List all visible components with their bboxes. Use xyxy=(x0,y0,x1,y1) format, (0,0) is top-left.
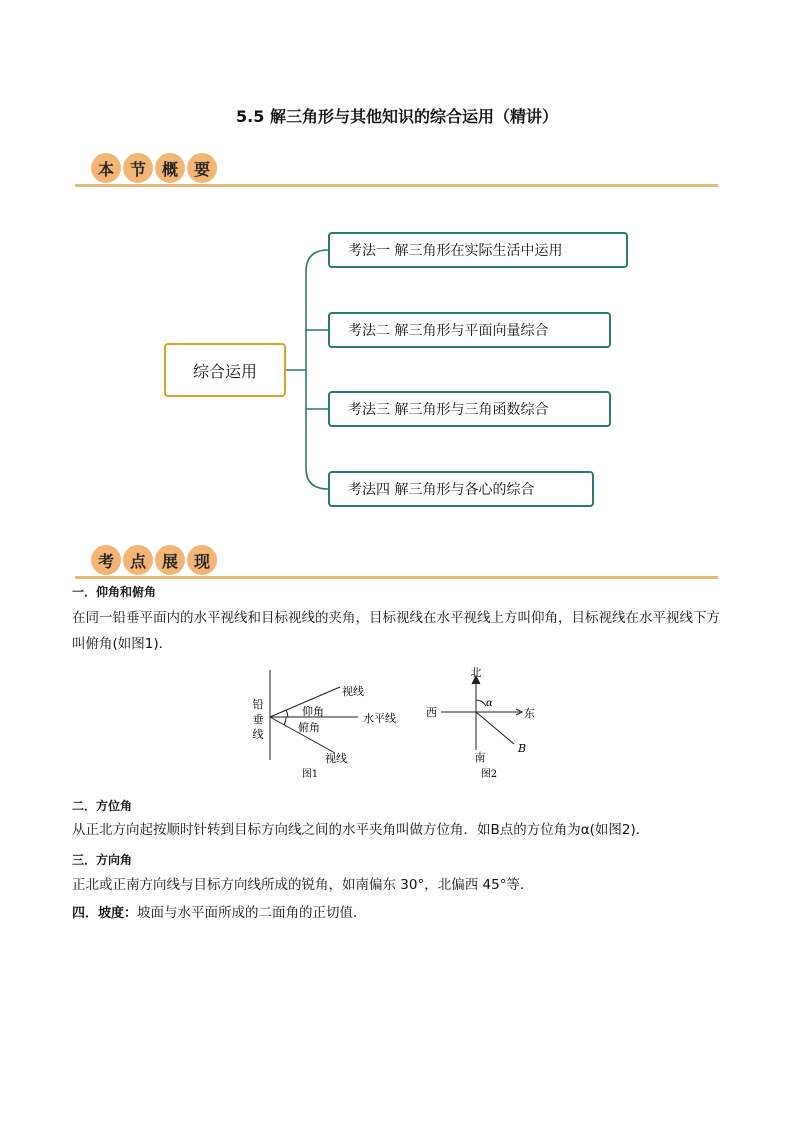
fig1-horizontal: 水平线 xyxy=(363,712,396,725)
fig1-sight-lower: 视线 xyxy=(325,752,347,765)
item-heading: 四．坡度： xyxy=(72,906,138,921)
header-char: 现 xyxy=(187,545,217,575)
fig1-sight-upper: 视线 xyxy=(342,685,364,698)
fig1-depression: 俯角 xyxy=(298,721,320,734)
mindmap-branch: 考法一 解三角形在实际生活中运用 xyxy=(328,232,628,268)
fig2-west: 西 xyxy=(426,706,437,719)
fig2-point-b: B xyxy=(518,742,527,755)
header-char: 节 xyxy=(123,153,153,183)
figures xyxy=(240,660,560,785)
header-char: 本 xyxy=(91,153,121,183)
figure-2 xyxy=(441,676,522,750)
mindmap-branch: 考法三 解三角形与三角函数综合 xyxy=(328,391,611,427)
mindmap-branch: 考法四 解三角形与各心的综合 xyxy=(328,471,594,507)
header-char: 展 xyxy=(155,545,185,575)
item-heading: 二．方位角 xyxy=(72,799,133,813)
header-char: 点 xyxy=(123,545,153,575)
fig2-alpha: α xyxy=(486,698,493,709)
fig1-caption: 图1 xyxy=(301,769,319,780)
fig1-plumb-char: 铅 xyxy=(252,698,264,711)
mindmap-branch: 考法二 解三角形与平面向量综合 xyxy=(328,312,611,348)
header-rule xyxy=(75,576,718,579)
header-char: 考 xyxy=(91,545,121,575)
header-char: 概 xyxy=(155,153,185,183)
fig1-elevation: 仰角 xyxy=(302,705,324,718)
item-heading: 三．方向角 xyxy=(72,853,133,867)
fig2-caption: 图2 xyxy=(480,769,498,780)
header-char: 要 xyxy=(187,153,217,183)
item-text: 从正北方向起按顺时针转到目标方向线之间的水平夹角叫做方位角．如B点的方位角为α(如图2)． xyxy=(72,822,650,838)
section-header-knowledge xyxy=(75,545,718,579)
item-4 xyxy=(72,900,722,927)
item-text: 坡面与水平面所成的二面角的正切值． xyxy=(137,905,367,921)
page-title: 5.5 解三角形与其他知识的综合运用（精讲） xyxy=(236,107,558,126)
fig2-south: 南 xyxy=(474,751,486,764)
fig2-north: 北 xyxy=(470,666,482,679)
item-text: 正北或正南方向线与目标方向线所成的锐角，如南偏东 30°，北偏西 45°等． xyxy=(72,877,534,893)
fig1-plumb-char: 线 xyxy=(252,728,264,741)
fig2-east: 东 xyxy=(524,707,535,720)
item-heading: 一．仰角和俯角 xyxy=(72,585,157,599)
item-text: 在同一铅垂平面内的水平视线和目标视线的夹角，目标视线在水平视线上方叫仰角，目标视线在水平视线下方叫俯角(如图1)． xyxy=(72,610,720,652)
mindmap-center: 综合运用 xyxy=(164,343,286,397)
fig1-plumb-char: 垂 xyxy=(252,713,264,726)
